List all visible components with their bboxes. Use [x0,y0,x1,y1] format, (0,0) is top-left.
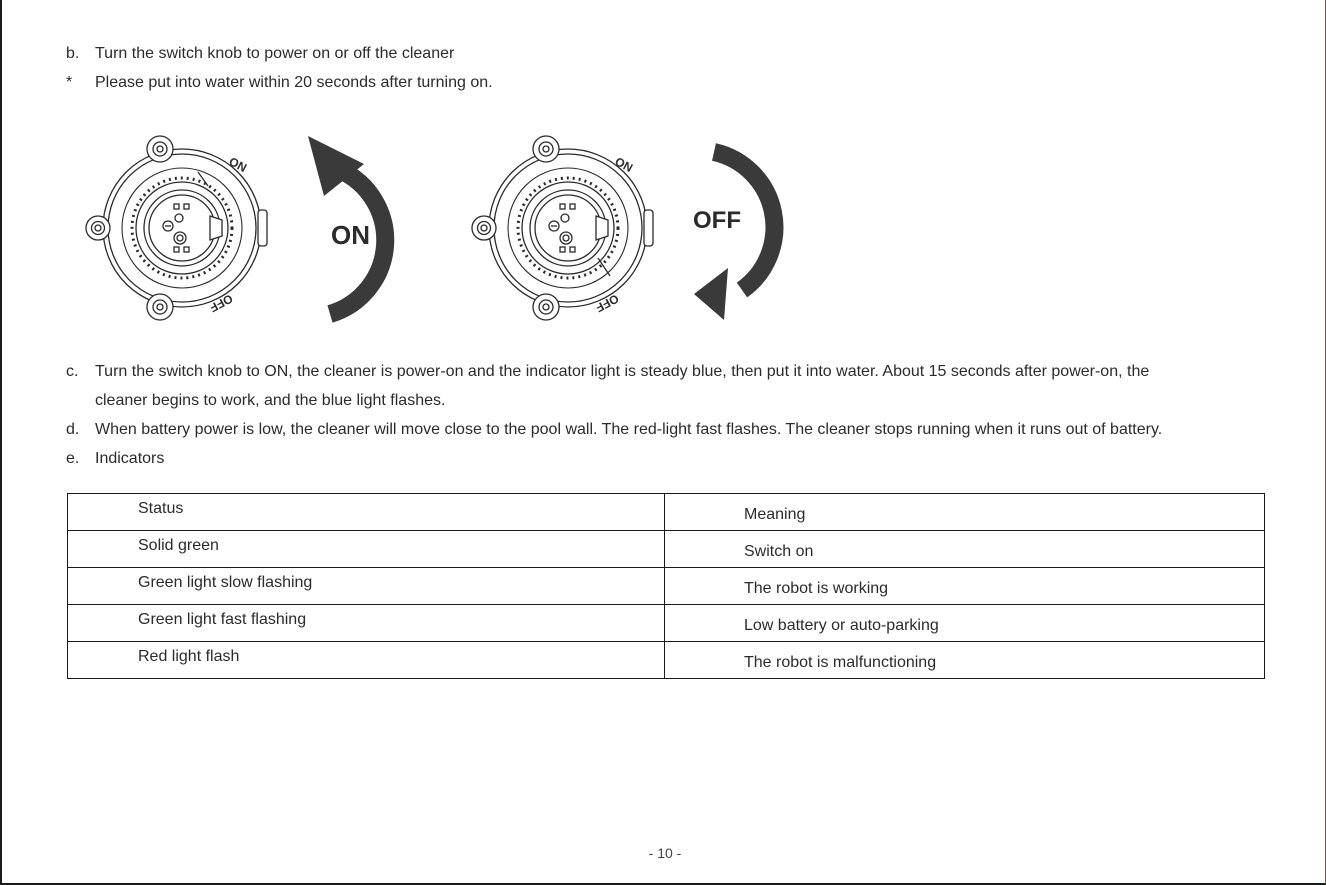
step-c-continuation: cleaner begins to work, and the blue light flashes. [95,392,446,409]
off-arrow-head [694,268,728,320]
indicator-table [67,493,1265,679]
status-cell: Red light flash [68,642,665,679]
switch-knob-figure [62,118,822,338]
step-b-marker: b. [66,45,80,62]
header-status: Status [68,494,665,531]
left-dial-off-label: OFF [207,291,236,315]
step-b-text: Turn the switch knob to power on or off the cleaner [95,45,455,62]
right-dial-off-label: OFF [593,291,622,315]
step-e-text: Indicators [95,450,165,467]
off-arrow-label: OFF [693,207,741,234]
step-b [66,44,454,64]
table-row [68,531,1265,568]
step-c [66,362,1149,382]
table-row [68,605,1265,642]
step-d-text: When battery power is low, the cleaner will move close to the pool wall. The red-light fast flashes. The cleaner stops running when it runs out of battery. [95,421,1163,438]
table-row [68,642,1265,679]
meaning-cell: Low battery or auto-parking [665,605,1265,642]
table-header-row [68,494,1265,531]
meaning-cell: Switch on [665,531,1265,568]
step-d-marker: d. [66,421,80,438]
meaning-cell: The robot is working [665,568,1265,605]
step-e-marker: e. [66,450,80,467]
step-e [66,449,164,469]
header-meaning: Meaning [665,494,1265,531]
note-line [66,73,493,93]
right-dial-on-label: ON [612,154,636,176]
step-c-text: Turn the switch knob to ON, the cleaner is power-on and the indicator light is steady blue, then put it into water. About 15 seconds after power-on, the [95,363,1150,380]
status-cell: Solid green [68,531,665,568]
status-cell: Green light fast flashing [68,605,665,642]
left-dial-on-label: ON [226,154,250,176]
table-row [68,568,1265,605]
step-d [66,420,1162,440]
note-text: Please put into water within 20 seconds after turning on. [95,74,493,91]
page-number: - 10 - [648,845,682,861]
meaning-cell: The robot is malfunctioning [665,642,1265,679]
status-cell: Green light slow flashing [68,568,665,605]
on-arrow-label: ON [331,220,370,250]
step-c-marker: c. [66,363,79,380]
note-marker: * [66,74,73,91]
